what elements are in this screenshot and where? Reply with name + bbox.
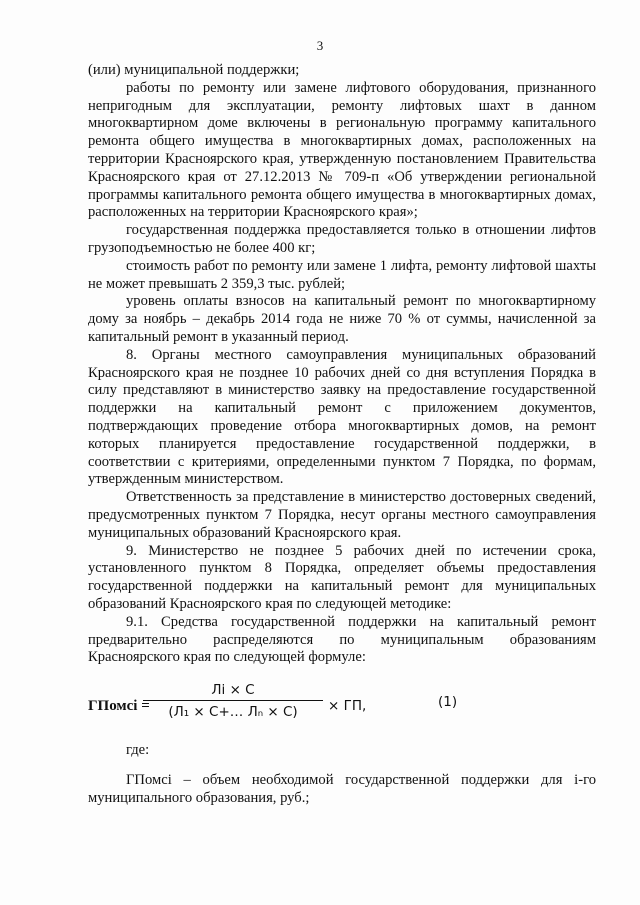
paragraph: 8. Органы местного самоуправления муниципальных образований Красноярского края не позднее 10 рабочих дней со дня вступления Порядка в силу представляют в министерство заявку на предоставление государственной поддержки на капитальный ремонт с приложением документов, подтверждающих проведение отбора многоквартирных домов, на ремонт которых планируется предоставление государственной поддержки, в соответствии с критериями, определенными пунктом 7 Порядка, по формам, утвержденным министерством. [88,346,596,488]
formula-number: (1) [438,694,458,710]
definition [88,771,596,807]
definition-paragraph: ГПомсi – объем необходимой государственной поддержки для i-го муниципального образования, руб.; [88,772,596,806]
paragraph: государственная поддержка предоставляется только в отношении лифтов грузоподъемностью не более 400 кг; [88,222,596,256]
where-label: где: [126,742,150,758]
formula-rhs: × ГП, [328,698,367,714]
formula-fraction [143,680,323,723]
paragraph: стоимость работ по ремонту или замене 1 лифта, ремонту лифтовой шахты не может превышать 2 359,3 тыс. рублей; [88,257,596,292]
formula-numerator: Лi × С [143,680,323,701]
page-number: 3 [316,38,324,53]
paragraph: работы по ремонту или замене лифтового оборудования, признанного непригодным для эксплуатации, ремонту лифтовых шахт в данном многоквартирном доме включены в региональную программу капитального ремонта общего имущества в многоквартирных домах, расположенных на территории Красноярского края, утвержденную постановлением Правительства Красноярского края от 27.12.2013 № 709-п «Об утверждении региональной программы капитального ремонта общего имущества в многоквартирных домах, расположенных на территории Красноярского края»; [88,79,596,221]
paragraph: 9.1. Средства государственной поддержки на капитальный ремонт предварительно распределяются по муниципальным образованиям Красноярского края по следующей формуле: [88,613,596,666]
formula [88,680,596,736]
paragraph: 9. Министерство не позднее 5 рабочих дней по истечении срока, установленного пунктом 8 Порядка, определяет объемы предоставления государственной поддержки на капитальный ремонт для муниципальных образований Красноярского края по следующей методике: [88,542,596,612]
paragraph: (или) муниципальной поддержки; [88,62,300,78]
formula-denominator: (Л₁ × С+… Лₙ × С) [168,704,298,720]
paragraph: уровень оплаты взносов на капитальный ремонт по многоквартирному дому за ноябрь – декабрь 2014 года не ниже 70 % от суммы, начисленной за капитальный ремонт в указанный период. [88,293,596,345]
body-text [88,62,596,667]
formula-lhs: ГПомсi = [88,698,150,714]
paragraph: Ответственность за представление в министерство достоверных сведений, предусмотренных пунктом 7 Порядка, несут органы местного самоуправления муниципальных образований Красноярского края. [88,489,596,541]
